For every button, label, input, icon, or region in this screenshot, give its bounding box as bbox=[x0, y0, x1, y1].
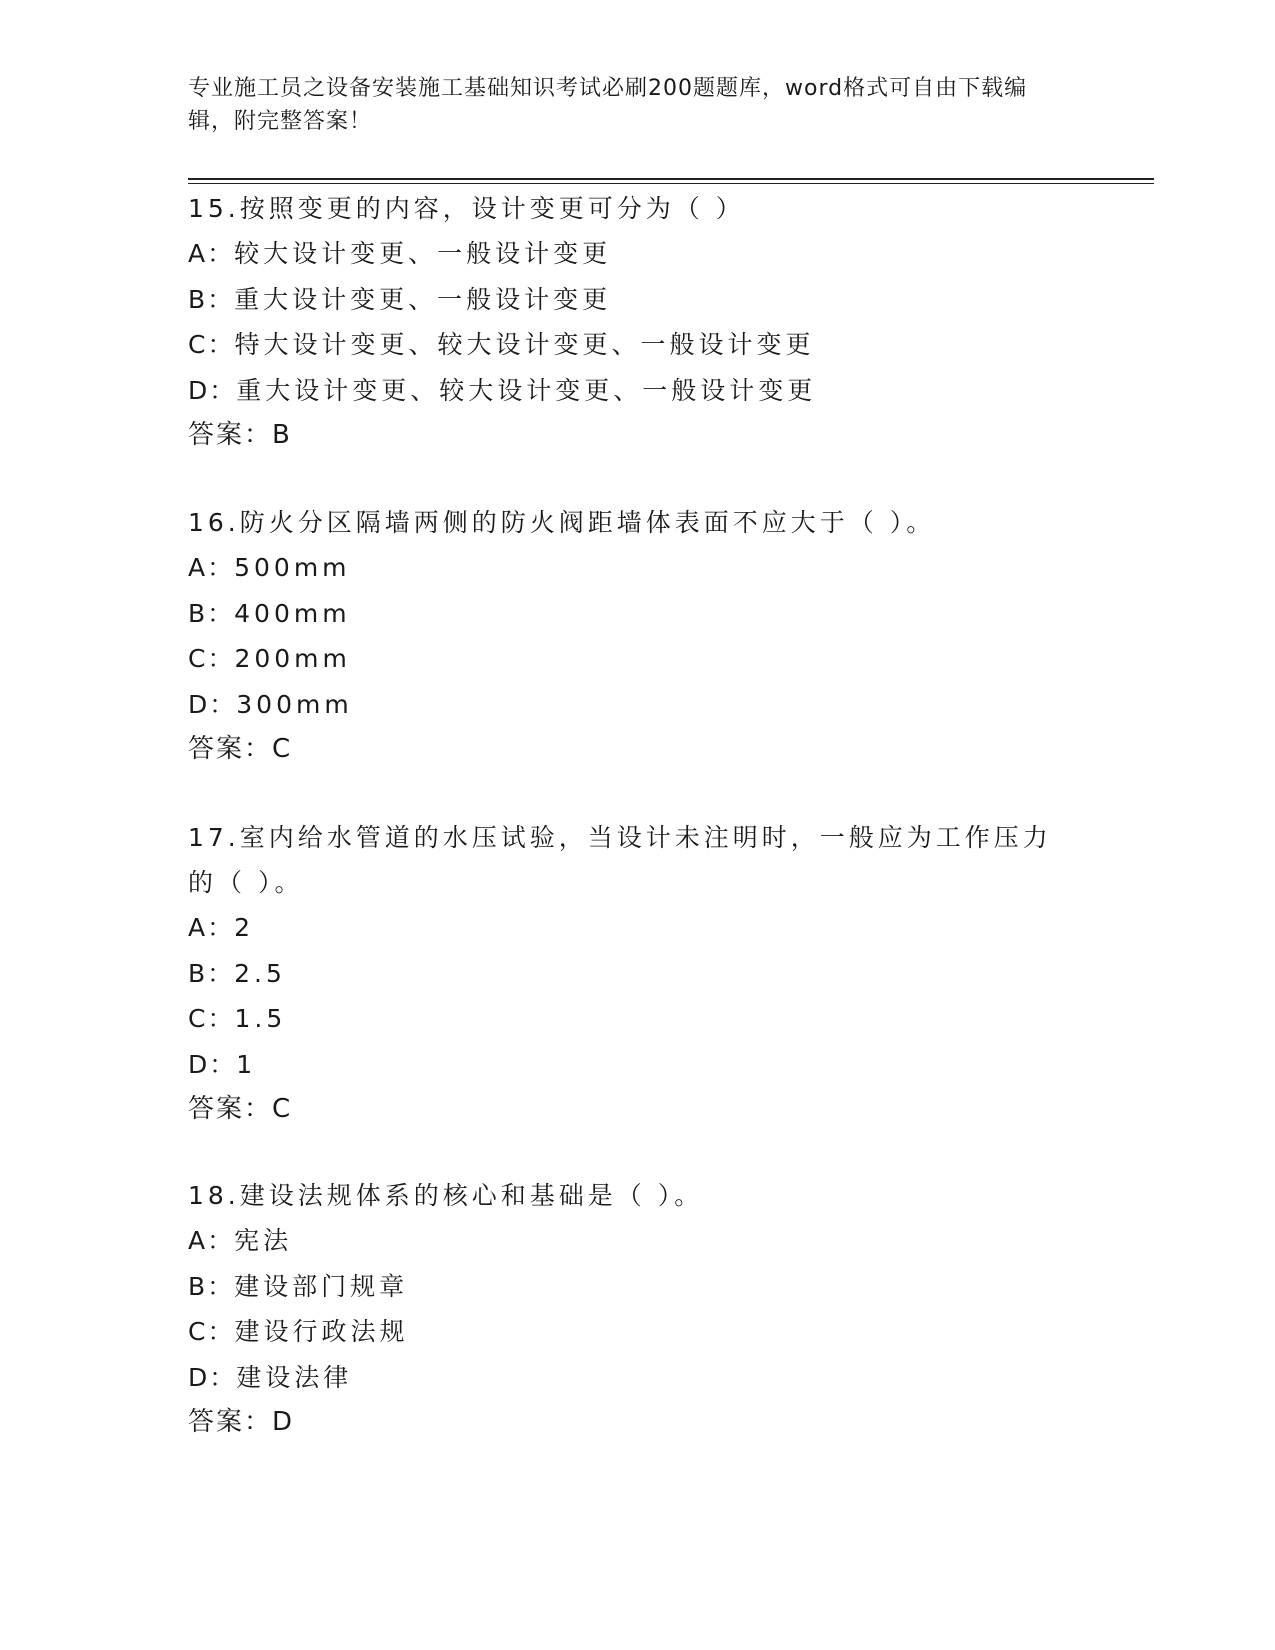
option-a bbox=[188, 545, 1088, 591]
option-text: 建设法律 bbox=[236, 1362, 353, 1392]
option-text: 2.5 bbox=[234, 958, 286, 988]
option-letter: B： bbox=[188, 598, 235, 628]
question-stem: 16.防火分区隔墙两侧的防火阀距墙体表面不应大于（ ）。 bbox=[188, 508, 936, 537]
option-a bbox=[188, 231, 1088, 277]
option-letter: B： bbox=[188, 284, 235, 314]
option-b bbox=[188, 591, 1088, 637]
option-text: 1 bbox=[236, 1049, 257, 1079]
option-text: 1.5 bbox=[234, 1004, 287, 1033]
document-header: 专业施工员之设备安装施工基础知识考试必刷200题题库，word格式可自由下载编辑，附完整答案！ bbox=[188, 76, 1028, 134]
option-c bbox=[188, 996, 1068, 1042]
option-a bbox=[188, 1218, 1088, 1264]
answer-line: 答案：D bbox=[188, 1407, 295, 1437]
option-letter: B： bbox=[188, 1271, 235, 1301]
option-letter: A： bbox=[188, 913, 235, 942]
option-c bbox=[188, 322, 1088, 368]
option-letter: A： bbox=[188, 1226, 235, 1255]
option-text: 特大设计变更、较大设计变更、一般设计变更 bbox=[234, 330, 815, 359]
option-d bbox=[188, 682, 1088, 728]
option-text: 宪法 bbox=[234, 1226, 293, 1255]
option-letter: A： bbox=[188, 239, 235, 268]
option-text: 建设行政法规 bbox=[234, 1317, 409, 1346]
option-letter: C： bbox=[188, 644, 235, 673]
option-b bbox=[188, 277, 1088, 323]
option-c bbox=[188, 636, 1088, 682]
option-b bbox=[188, 1264, 1088, 1310]
answer-line: 答案：C bbox=[188, 1094, 293, 1124]
option-text: 200mm bbox=[234, 644, 351, 673]
option-text: 重大设计变更、较大设计变更、一般设计变更 bbox=[236, 375, 817, 405]
answer-line: 答案：B bbox=[188, 420, 292, 450]
option-d bbox=[188, 1355, 1088, 1401]
option-letter: D： bbox=[188, 375, 237, 405]
option-letter: A： bbox=[188, 553, 235, 582]
question-stem: 17.室内给水管道的水压试验，当设计未注明时，一般应为工作压力的（ ）。 bbox=[188, 823, 1052, 897]
question-block-18 bbox=[188, 1173, 1088, 1445]
option-text: 2 bbox=[234, 913, 255, 942]
option-letter: C： bbox=[188, 1317, 235, 1346]
option-letter: C： bbox=[188, 330, 235, 359]
option-letter: C： bbox=[188, 1004, 235, 1033]
option-text: 重大设计变更、一般设计变更 bbox=[234, 284, 612, 314]
question-block-16 bbox=[188, 500, 1088, 772]
option-text: 500mm bbox=[234, 553, 351, 582]
option-letter: D： bbox=[188, 1049, 237, 1079]
option-text: 300mm bbox=[236, 689, 353, 719]
option-d bbox=[188, 368, 1088, 414]
question-block-17 bbox=[188, 815, 1068, 1132]
option-d bbox=[188, 1042, 1068, 1088]
question-stem: 18.建设法规体系的核心和基础是（ ）。 bbox=[188, 1181, 704, 1210]
option-text: 建设部门规章 bbox=[234, 1271, 409, 1301]
question-block-15 bbox=[188, 186, 1088, 458]
option-letter: B： bbox=[188, 958, 235, 988]
option-letter: D： bbox=[188, 1362, 237, 1392]
option-b bbox=[188, 951, 1068, 997]
option-c bbox=[188, 1309, 1088, 1355]
option-letter: D： bbox=[188, 689, 237, 719]
option-text: 较大设计变更、一般设计变更 bbox=[234, 239, 612, 268]
option-text: 400mm bbox=[234, 598, 351, 628]
header-divider bbox=[188, 178, 1154, 184]
option-a bbox=[188, 905, 1068, 951]
question-stem: 15.按照变更的内容，设计变更可分为（ ） bbox=[188, 194, 745, 223]
answer-line: 答案：C bbox=[188, 734, 293, 764]
